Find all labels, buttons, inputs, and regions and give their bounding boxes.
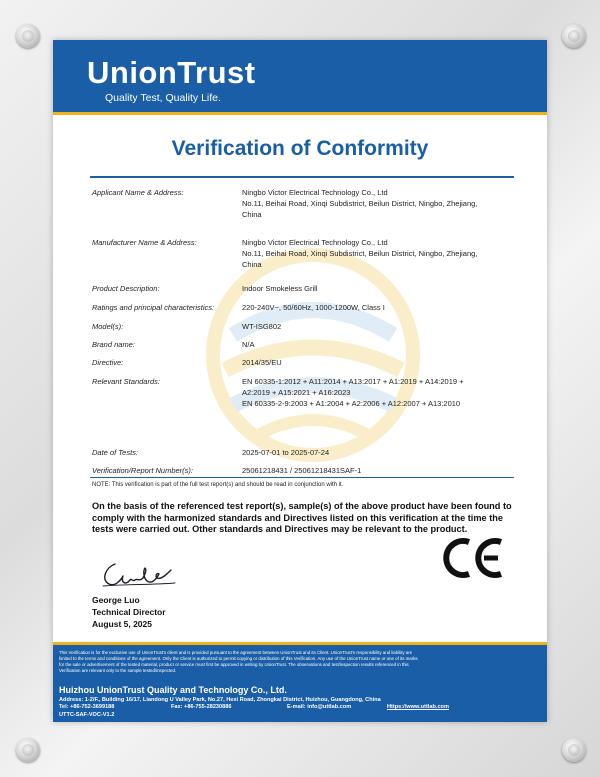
field-value: Ningbo Victor Electrical Technology Co., Ltd No.11, Beihai Road, Xinqi Subdistrict, Beilun District, Ningbo, Zhejiang, China bbox=[242, 188, 478, 219]
uniontrust-logo: UnionTrust bbox=[87, 55, 256, 90]
footer-fax: Fax: +86-755-28230886 bbox=[171, 704, 232, 710]
signer-title: Technical Director bbox=[92, 607, 166, 617]
footer-address: Address: 1-2/F., Building 16/17, Liandong U Valley Park, No.27, Hexi Road, Zhongkai District, Huizhou, Guangdong, China bbox=[59, 697, 381, 703]
field-value: Indoor Smokeless Grill bbox=[242, 284, 318, 293]
footer-email: E-mail: info@uttlab.com bbox=[287, 704, 352, 710]
field-value: EN 60335-1:2012 + A11:2014 + A13:2017 + A1:2019 + A14:2019 + A2:2019 + A15:2021 + A16:2023 EN 60335-2-9:2003 + A1:2004 + A2:2006 + A12:2007 + A13:2010 bbox=[242, 377, 464, 408]
field-value: 2014/35/EU bbox=[242, 358, 282, 367]
field-label: Product Description: bbox=[92, 284, 160, 293]
verification-note: NOTE: This verification is part of the full test report(s) and should be read in conjunction with it. bbox=[92, 482, 344, 488]
field-label: Brand name: bbox=[92, 340, 135, 349]
screw-icon bbox=[16, 738, 40, 762]
footer-tel: Tel: +86-752-3699188 bbox=[59, 704, 115, 710]
brand-header bbox=[53, 40, 547, 112]
handwritten-signature bbox=[97, 556, 177, 592]
field-label: Directive: bbox=[92, 358, 124, 367]
footer-disclaimer: This Verification is for the exclusive use of UnionTrust's client and is provided pursuant to the agreement between UnionTrust and its Client. UnionTrust's responsibility and liability are limited to the terms and conditions of the agreement. Only the Client is authorized to permit copying or distribution of this Verification. Any use of the UnionTrust name or one of its marks for the sale or advertisement of the tested material, product or service must first be approved in writing by UnionTrust. The observations and test/inspection results referenced in this Verification are relevant only to the sample tested/inspected. bbox=[59, 650, 418, 673]
screw-icon bbox=[16, 24, 40, 48]
field-label: Applicant Name & Address: bbox=[92, 188, 184, 197]
conformity-statement: On the basis of the referenced test report(s), sample(s) of the above product have been found to comply with the harmonized standards and Directives listed on this verification at the time the tests were carried out. Other standards and Directives may be relevant to the product. bbox=[92, 501, 512, 534]
signer-date: August 5, 2025 bbox=[92, 619, 152, 629]
field-label: Verification/Report Number(s): bbox=[92, 466, 194, 475]
field-value: 2025-07-01 to 2025-07-24 bbox=[242, 448, 330, 457]
globe-watermark-icon bbox=[203, 245, 423, 465]
ce-mark-icon bbox=[443, 536, 507, 580]
field-value: N/A bbox=[242, 340, 255, 349]
certificate-paper bbox=[53, 40, 547, 722]
screw-icon bbox=[562, 24, 586, 48]
screw-icon bbox=[562, 738, 586, 762]
field-value: Ningbo Victor Electrical Technology Co., Ltd No.11, Beihai Road, Xinqi Subdistrict, Beilun District, Ningbo, Zhejiang, China bbox=[242, 238, 478, 269]
field-label: Date of Tests: bbox=[92, 448, 138, 457]
field-label: Manufacturer Name & Address: bbox=[92, 238, 197, 247]
footer bbox=[53, 645, 547, 722]
title-rule bbox=[90, 176, 514, 178]
note-rule bbox=[90, 477, 514, 478]
footer-company: Huizhou UnionTrust Quality and Technology Co., Ltd. bbox=[59, 685, 287, 695]
footer-doc-code: UTTC-SAF-VOC-V1.2 bbox=[59, 712, 115, 718]
field-value: WT-ISG802 bbox=[242, 322, 282, 331]
tagline: Quality Test, Quality Life. bbox=[105, 92, 221, 104]
field-label: Ratings and principal characteristics: bbox=[92, 303, 215, 312]
gold-stripe bbox=[53, 112, 547, 115]
field-value: 25061218431 / 25061218431SAF-1 bbox=[242, 466, 362, 475]
field-label: Model(s): bbox=[92, 322, 124, 331]
field-value: 220-240V~, 50/60Hz, 1000-1200W, Class I bbox=[242, 303, 385, 312]
field-label: Relevant Standards: bbox=[92, 377, 160, 386]
footer-website-link[interactable]: Https://www.uttlab.com bbox=[387, 704, 449, 710]
signer-name: George Luo bbox=[92, 595, 140, 605]
document-title: Verification of Conformity bbox=[171, 137, 429, 160]
